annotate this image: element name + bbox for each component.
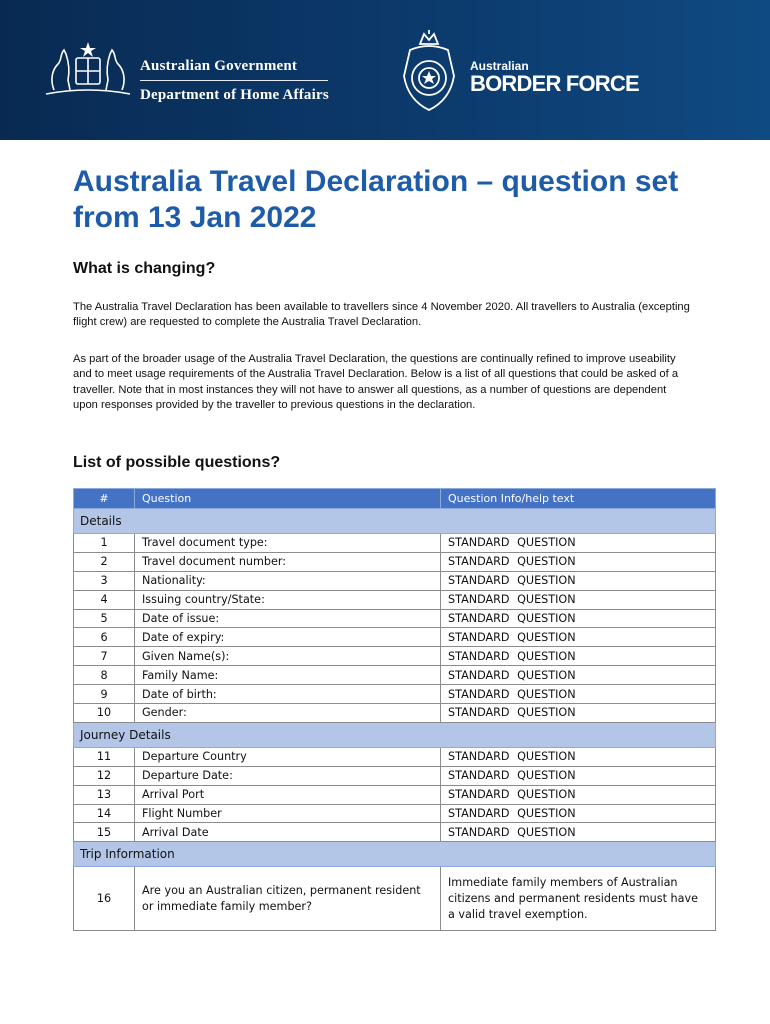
- row-question: Nationality:: [135, 571, 441, 590]
- table-row: [74, 534, 716, 553]
- gov-divider: [140, 80, 328, 81]
- table-row: [74, 552, 716, 571]
- row-number: 15: [74, 823, 135, 842]
- row-info: STANDARD QUESTION: [441, 609, 716, 628]
- table-row: [74, 766, 716, 785]
- section-title: Trip Information: [74, 842, 716, 867]
- column-header-number: #: [74, 489, 135, 509]
- row-number: 13: [74, 785, 135, 804]
- table-row: [74, 867, 716, 931]
- row-number: 12: [74, 766, 135, 785]
- row-info: STANDARD QUESTION: [441, 628, 716, 647]
- row-number: 2: [74, 552, 135, 571]
- commonwealth-coat-of-arms-icon: [40, 40, 136, 100]
- row-info: Immediate family members of Australian citizens and permanent residents must have a valid travel exemption.: [441, 867, 716, 931]
- row-question: Travel document type:: [135, 534, 441, 553]
- row-info: STANDARD QUESTION: [441, 685, 716, 704]
- table-row: [74, 704, 716, 723]
- column-header-info: Question Info/help text: [441, 489, 716, 509]
- row-info: STANDARD QUESTION: [441, 747, 716, 766]
- row-question: Departure Date:: [135, 766, 441, 785]
- gov-line-2: Department of Home Affairs: [140, 87, 329, 103]
- row-info: STANDARD QUESTION: [441, 666, 716, 685]
- table-row: [74, 609, 716, 628]
- border-force-badge-icon: [400, 28, 458, 114]
- column-header-question: Question: [135, 489, 441, 509]
- table-row: [74, 666, 716, 685]
- section-row-journey-details: [74, 722, 716, 747]
- section-heading-what-is-changing: What is changing?: [73, 260, 216, 277]
- table-row: [74, 647, 716, 666]
- row-info: STANDARD QUESTION: [441, 804, 716, 823]
- row-number: 8: [74, 666, 135, 685]
- table-row: [74, 571, 716, 590]
- row-question: Departure Country: [135, 747, 441, 766]
- row-info: STANDARD QUESTION: [441, 647, 716, 666]
- row-number: 10: [74, 704, 135, 723]
- table-row: [74, 823, 716, 842]
- table-row: [74, 685, 716, 704]
- header-banner: [0, 0, 770, 140]
- row-number: 1: [74, 534, 135, 553]
- row-info: STANDARD QUESTION: [441, 785, 716, 804]
- row-number: 16: [74, 867, 135, 931]
- row-question: Are you an Australian citizen, permanent resident or immediate family member?: [135, 867, 441, 931]
- row-number: 4: [74, 590, 135, 609]
- section-row-trip-information: [74, 842, 716, 867]
- row-info: STANDARD QUESTION: [441, 534, 716, 553]
- gov-line-1: Australian Government: [140, 58, 298, 74]
- border-force-wordmark: [470, 60, 639, 95]
- table-header-row: [74, 489, 716, 509]
- section-heading-list-of-questions: List of possible questions?: [73, 454, 281, 471]
- row-question: Family Name:: [135, 666, 441, 685]
- section-title: Details: [74, 509, 716, 534]
- row-info: STANDARD QUESTION: [441, 552, 716, 571]
- row-question: Given Name(s):: [135, 647, 441, 666]
- row-number: 5: [74, 609, 135, 628]
- row-info: STANDARD QUESTION: [441, 823, 716, 842]
- row-question: Travel document number:: [135, 552, 441, 571]
- document-title: Australia Travel Declaration – question set from 13 Jan 2022: [73, 165, 679, 234]
- abf-big-text: BORDER FORCE: [470, 71, 639, 96]
- row-question: Flight Number: [135, 804, 441, 823]
- abf-small-text: Australian: [470, 59, 529, 73]
- section-title: Journey Details: [74, 722, 716, 747]
- questions-table: [73, 488, 716, 931]
- row-info: STANDARD QUESTION: [441, 590, 716, 609]
- paragraph-details: As part of the broader usage of the Australia Travel Declaration, the questions are continually refined to improve useability and to meet usage requirements of the Australia Travel Declaration. Below is a list of all questions that could be asked of a traveller. Note that in most instances they will not have to answer all questions, as a number of questions are dependent upon responses provided by the traveller to previous questions in the declaration.: [73, 353, 679, 412]
- row-question: Date of issue:: [135, 609, 441, 628]
- row-number: 3: [74, 571, 135, 590]
- paragraph-intro: The Australia Travel Declaration has been available to travellers since 4 November 2020. All travellers to Australia (excepting flight crew) are requested to complete the Australia Travel Declaration.: [73, 301, 690, 329]
- row-number: 6: [74, 628, 135, 647]
- row-question: Issuing country/State:: [135, 590, 441, 609]
- table-row: [74, 590, 716, 609]
- government-wordmark: [140, 58, 329, 104]
- row-number: 9: [74, 685, 135, 704]
- row-number: 11: [74, 747, 135, 766]
- section-row-details: [74, 509, 716, 534]
- table-row: [74, 804, 716, 823]
- table-row: [74, 747, 716, 766]
- row-info: STANDARD QUESTION: [441, 704, 716, 723]
- row-info: STANDARD QUESTION: [441, 766, 716, 785]
- row-question: Date of expiry:: [135, 628, 441, 647]
- row-info: STANDARD QUESTION: [441, 571, 716, 590]
- row-question: Gender:: [135, 704, 441, 723]
- row-number: 14: [74, 804, 135, 823]
- row-question: Arrival Port: [135, 785, 441, 804]
- table-row: [74, 785, 716, 804]
- row-number: 7: [74, 647, 135, 666]
- table-row: [74, 628, 716, 647]
- row-question: Date of birth:: [135, 685, 441, 704]
- row-question: Arrival Date: [135, 823, 441, 842]
